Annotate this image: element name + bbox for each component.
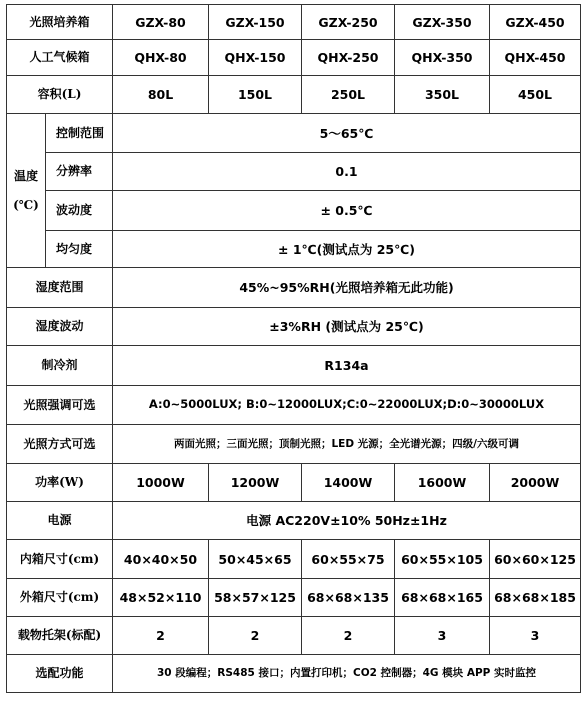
cell-value: 电源 AC220V±10% 50Hz±1Hz (113, 502, 581, 540)
cell-value: QHX-150 (209, 40, 302, 76)
row-label-shelves: 载物托架(标配) (7, 617, 113, 655)
row-label-humidity-fluctuation: 湿度波动 (7, 308, 113, 346)
cell-value: 3 (490, 617, 581, 655)
table-row (7, 386, 581, 425)
cell-value: GZX-250 (302, 5, 395, 40)
row-label-temperature (7, 114, 46, 268)
table-row (7, 231, 581, 268)
cell-value: ±3%RH (测试点为 25℃) (113, 308, 581, 346)
cell-value: 2 (209, 617, 302, 655)
cell-value: GZX-450 (490, 5, 581, 40)
table-row (7, 346, 581, 386)
cell-value: 1000W (113, 464, 209, 502)
sub-label-resolution: 分辨率 (46, 153, 113, 191)
cell-value: 68×68×135 (302, 579, 395, 617)
table-row (7, 76, 581, 114)
row-label-refrigerant: 制冷剂 (7, 346, 113, 386)
table-row (7, 268, 581, 308)
table-row (7, 191, 581, 231)
cell-value: A:0~5000LUX; B:0~12000LUX;C:0~22000LUX;D:0~30000LUX (113, 386, 581, 425)
cell-value: 80L (113, 76, 209, 114)
cell-value: 2000W (490, 464, 581, 502)
cell-value: 350L (395, 76, 490, 114)
table-row (7, 425, 581, 464)
row-label-power: 功率(W) (7, 464, 113, 502)
cell-value: GZX-150 (209, 5, 302, 40)
cell-value: 两面光照；三面光照；顶制光照；LED 光源；全光谱光源；四级/六级可调 (113, 425, 581, 464)
table-row (7, 502, 581, 540)
cell-value: 250L (302, 76, 395, 114)
cell-value: 68×68×165 (395, 579, 490, 617)
cell-value: 450L (490, 76, 581, 114)
cell-value: QHX-250 (302, 40, 395, 76)
spec-table (6, 4, 581, 693)
cell-value: 60×55×75 (302, 540, 395, 579)
cell-value: R134a (113, 346, 581, 386)
table-row (7, 579, 581, 617)
cell-value: 1400W (302, 464, 395, 502)
cell-value: 68×68×185 (490, 579, 581, 617)
cell-value: 2 (302, 617, 395, 655)
row-label-climate-chamber: 人工气候箱 (7, 40, 113, 76)
cell-value: 150L (209, 76, 302, 114)
cell-value: 5～65℃ (113, 114, 581, 153)
row-label-outer-size: 外箱尺寸(cm) (7, 579, 113, 617)
cell-value: 48×52×110 (113, 579, 209, 617)
cell-value: 2 (113, 617, 209, 655)
sub-label-uniformity: 均匀度 (46, 231, 113, 268)
cell-value: 30 段编程；RS485 接口；内置打印机；CO2 控制器；4G 模块 APP 实时监控 (113, 655, 581, 693)
table-row (7, 40, 581, 76)
cell-value: QHX-450 (490, 40, 581, 76)
row-label-light-mode: 光照方式可选 (7, 425, 113, 464)
cell-value: ± 1℃(测试点为 25℃) (113, 231, 581, 268)
table-row (7, 153, 581, 191)
cell-value: 58×57×125 (209, 579, 302, 617)
table-row (7, 540, 581, 579)
row-label-light-incubator: 光照培养箱 (7, 5, 113, 40)
cell-value: 60×55×105 (395, 540, 490, 579)
row-label-volume: 容积(L) (7, 76, 113, 114)
cell-value: 1200W (209, 464, 302, 502)
temperature-label: 温度 (13, 168, 38, 183)
cell-value: GZX-350 (395, 5, 490, 40)
cell-value: ± 0.5℃ (113, 191, 581, 231)
sub-label-control-range: 控制范围 (46, 114, 113, 153)
cell-value: GZX-80 (113, 5, 209, 40)
cell-value: 45%~95%RH(光照培养箱无此功能) (113, 268, 581, 308)
cell-value: 60×60×125 (490, 540, 581, 579)
table-row (7, 464, 581, 502)
table-row (7, 114, 581, 153)
temperature-unit: (℃) (13, 197, 39, 212)
cell-value: QHX-350 (395, 40, 490, 76)
row-label-humidity-range: 湿度范围 (7, 268, 113, 308)
cell-value: 1600W (395, 464, 490, 502)
cell-value: 0.1 (113, 153, 581, 191)
table-row (7, 5, 581, 40)
cell-value: 50×45×65 (209, 540, 302, 579)
cell-value: 3 (395, 617, 490, 655)
row-label-optional: 选配功能 (7, 655, 113, 693)
row-label-light-intensity: 光照强调可选 (7, 386, 113, 425)
table-row (7, 308, 581, 346)
cell-value: 40×40×50 (113, 540, 209, 579)
row-label-inner-size: 内箱尺寸(cm) (7, 540, 113, 579)
sub-label-fluctuation: 波动度 (46, 191, 113, 231)
cell-value: QHX-80 (113, 40, 209, 76)
row-label-power-supply: 电源 (7, 502, 113, 540)
table-row (7, 617, 581, 655)
table-row (7, 655, 581, 693)
